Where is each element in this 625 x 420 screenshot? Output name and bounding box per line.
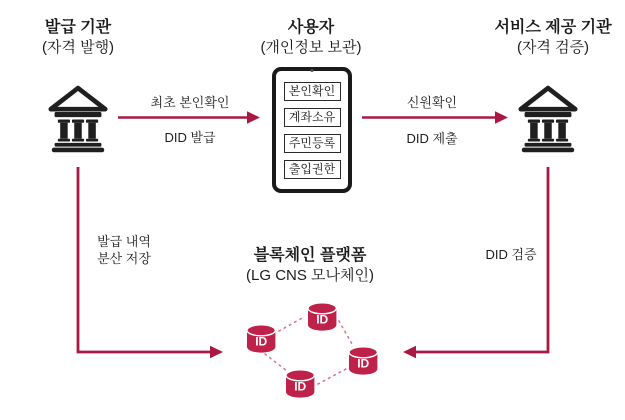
id-node-cylinder (307, 302, 338, 332)
user-title (231, 18, 391, 58)
issuer-title-main: 발급 기관 (44, 19, 112, 36)
credential-box: 계좌소유 (284, 108, 341, 127)
id-node-cylinder (348, 346, 379, 376)
store-label (85, 233, 163, 267)
service-title-main: 서비스 제공 기관 (494, 19, 612, 36)
id-node-label: ID (357, 356, 370, 371)
chain-link-line (265, 354, 287, 371)
store-label-line2: 분산 저장 (97, 251, 151, 266)
id-node-label: ID (294, 379, 307, 394)
credential-box: 주민등록 (284, 134, 341, 153)
phone-camera-dot (311, 69, 314, 72)
issuer-title-sub: (자격 발행) (41, 39, 115, 56)
bank-icon (48, 83, 108, 155)
credential-box: 출입권한 (284, 160, 341, 179)
id-node-label: ID (316, 312, 329, 327)
chain-link-line (318, 369, 346, 384)
chain-link-line (279, 317, 304, 331)
phone-icon (272, 67, 352, 193)
blockchain-title (210, 246, 410, 286)
issue-arrow-label-top: 최초 본인확인 (150, 95, 230, 110)
user-title-main: 사용자 (287, 19, 335, 36)
blockchain-title-main: 블록체인 플랫폼 (253, 247, 367, 264)
verify-label: DID 검증 (485, 247, 537, 262)
bank-icon (518, 83, 578, 155)
id-node-cylinder (285, 369, 316, 399)
submit-arrow (362, 111, 508, 124)
service-title-sub: (자격 검증) (516, 39, 590, 56)
blockchain-title-sub: (LG CNS 모나체인) (246, 267, 374, 284)
id-node-label: ID (255, 334, 268, 349)
service-title (463, 18, 625, 58)
issue-arrow-label-bottom: DID 발급 (164, 130, 216, 145)
issuer-title (0, 18, 158, 58)
chain-link-line (339, 321, 352, 344)
store-label-line1: 발급 내역 (97, 234, 151, 249)
submit-arrow-label-bottom: DID 제출 (406, 131, 458, 146)
id-node-cylinder (246, 324, 277, 354)
issue-arrow (118, 111, 260, 124)
submit-arrow-label-top: 신원확인 (406, 95, 458, 110)
credential-list (276, 82, 348, 179)
user-title-sub: (개인정보 보관) (260, 39, 362, 56)
credential-box: 본인확인 (284, 82, 341, 101)
